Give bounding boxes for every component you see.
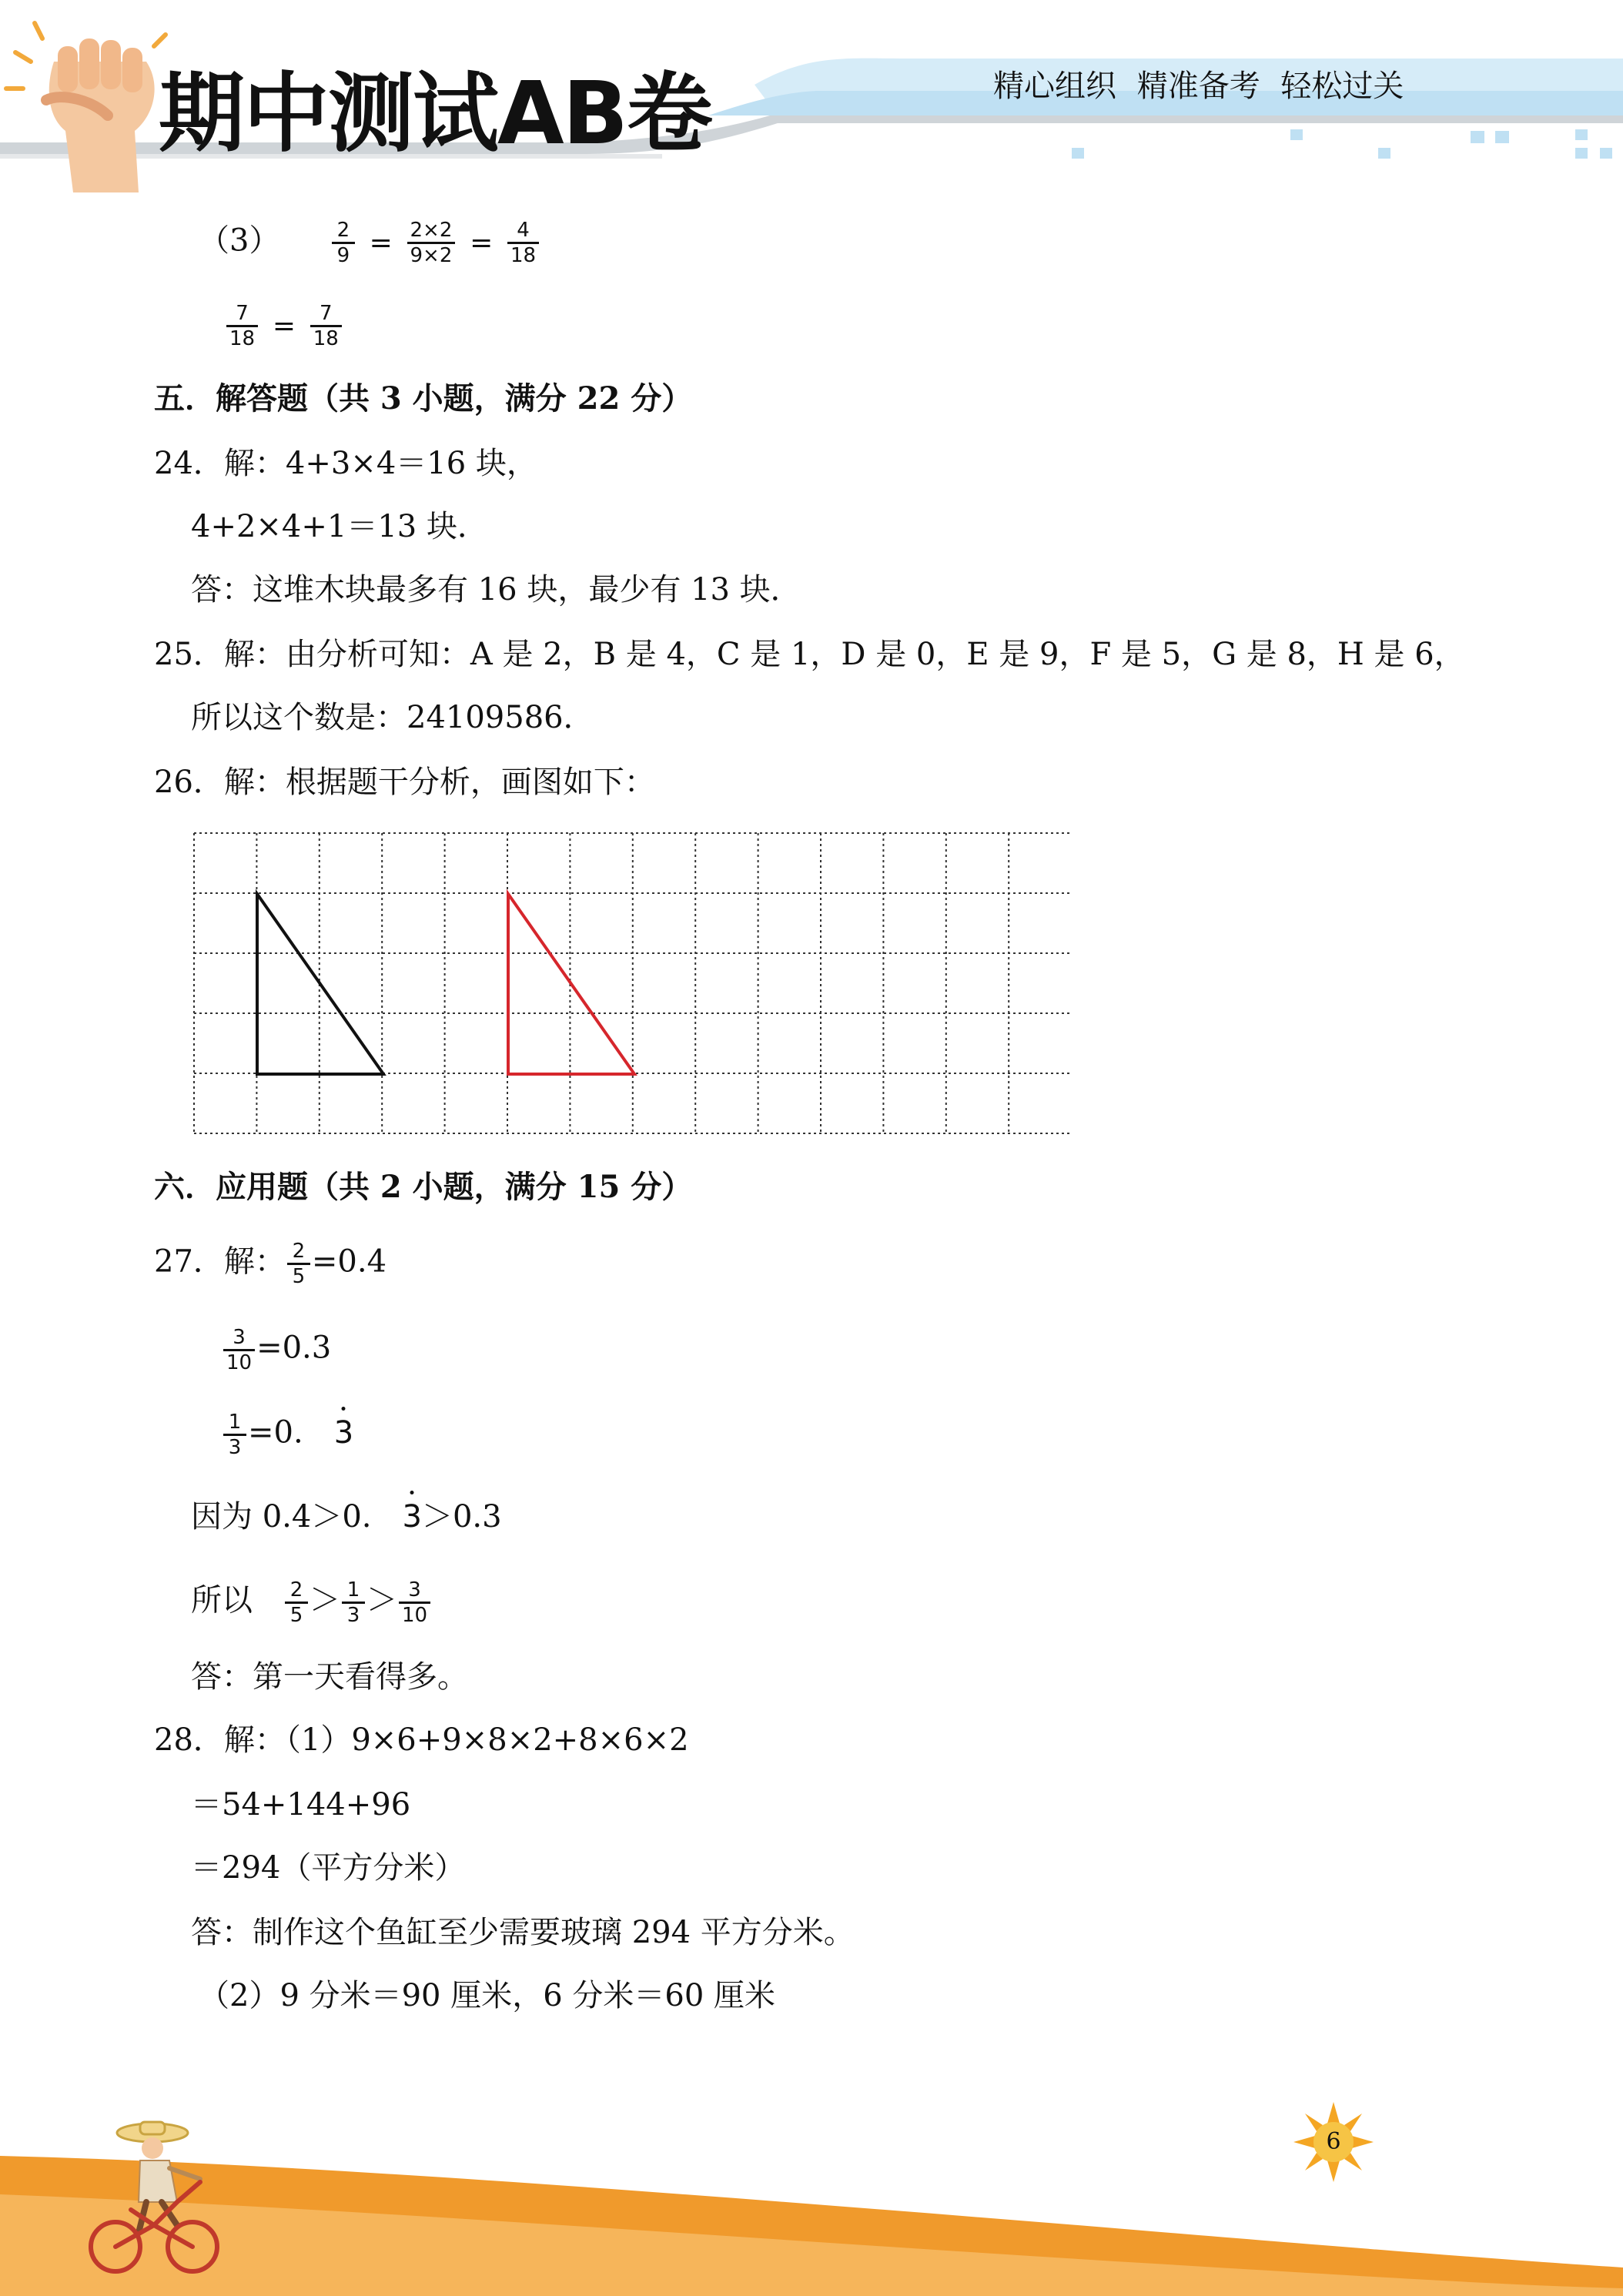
fraction: $\frac{2}{5}$ [286,1578,306,1627]
original-triangle [257,894,383,1074]
fraction: $\frac{1}{3}$ [343,1578,363,1627]
repeating-digit: 3 [403,1497,422,1537]
q28-line-5: （2）9 分米＝90 厘米，6 分米＝60 厘米 [199,1978,776,2013]
q27-line-2: $\frac{3}{10}$ =0.3 [222,1326,331,1374]
page-header-title: 期中测试AB卷 [159,64,712,164]
q23-3-label: （3） [199,223,280,259]
q27-line-1: 27．解： $\frac{2}{5}$ =0.4 [154,1240,387,1288]
q23-3-eq2: $\frac{7}{18}$ = $\frac{7}{18}$ [225,302,343,350]
q28-line-1: 28．解：（1）9×6+9×8×2+8×6×2 [154,1722,689,1758]
q24-line-2: 4+2×4+1＝13 块． [191,509,488,544]
fraction: $\frac{7}{18}$ [228,302,256,350]
header-slogan: 精心组织 精准备考 轻松过关 [993,69,1404,104]
fraction: $\frac{3}{10}$ [400,1578,429,1627]
cyclist-icon [85,2117,231,2287]
fraction: $\frac{4}{18}$ [509,219,537,267]
footer-band [0,2110,1623,2296]
q27-because: 因为 0.4＞0. 3＞0.3 [191,1497,502,1537]
q24-answer: 答：这堆木块最多有 16 块，最少有 13 块． [191,572,801,607]
repeating-digit: 3 [334,1413,353,1453]
q28-line-3: ＝294（平方分米） [191,1850,466,1886]
q26-line-1: 26．解：根据题干分析，画图如下： [154,765,655,800]
q25-line-2: 所以这个数是：24109586． [191,700,594,735]
q28-line-2: ＝54+144+96 [191,1787,411,1822]
fraction: $\frac{2}{5}$ [289,1240,309,1288]
grid-figure [192,832,1070,1140]
fraction: $\frac{3}{10}$ [225,1326,253,1374]
translated-triangle [508,894,634,1074]
q25-line-1: 25．解：由分析可知：A 是 2，B 是 4，C 是 1，D 是 0，E 是 9，F 是 5，G 是 8，H 是 6， [154,637,1465,672]
page-number: 6 [1326,2128,1341,2155]
q27-so: 所以 $\frac{2}{5}$ ＞ $\frac{1}{3}$ ＞ $\frac{3}{10}$ [191,1578,432,1627]
section-6-title: 六．应用题（共 2 小题，满分 15 分） [154,1169,693,1205]
fist-logo-icon [0,15,177,192]
section-5-title: 五．解答题（共 3 小题，满分 22 分） [154,380,693,417]
fraction: $\frac{1}{3}$ [225,1411,245,1459]
q24-line-1: 24．解：4+3×4＝16 块， [154,446,537,481]
q28-answer: 答：制作这个鱼缸至少需要玻璃 294 平方分米。 [191,1915,855,1950]
fraction: $\frac{7}{18}$ [312,302,340,350]
q23-3-eq1: （3） $\frac{2}{9}$ = $\frac{2\times 2}{9\times 2}$ = $\frac{4}{18}$ [199,219,540,267]
q27-answer: 答：第一天看得多。 [191,1659,468,1695]
fraction: $\frac{2\times 2}{9\times 2}$ [409,219,454,267]
q27-line-3: $\frac{1}{3}$ =0. 3 [222,1411,353,1459]
fraction: $\frac{2}{9}$ [333,219,353,267]
